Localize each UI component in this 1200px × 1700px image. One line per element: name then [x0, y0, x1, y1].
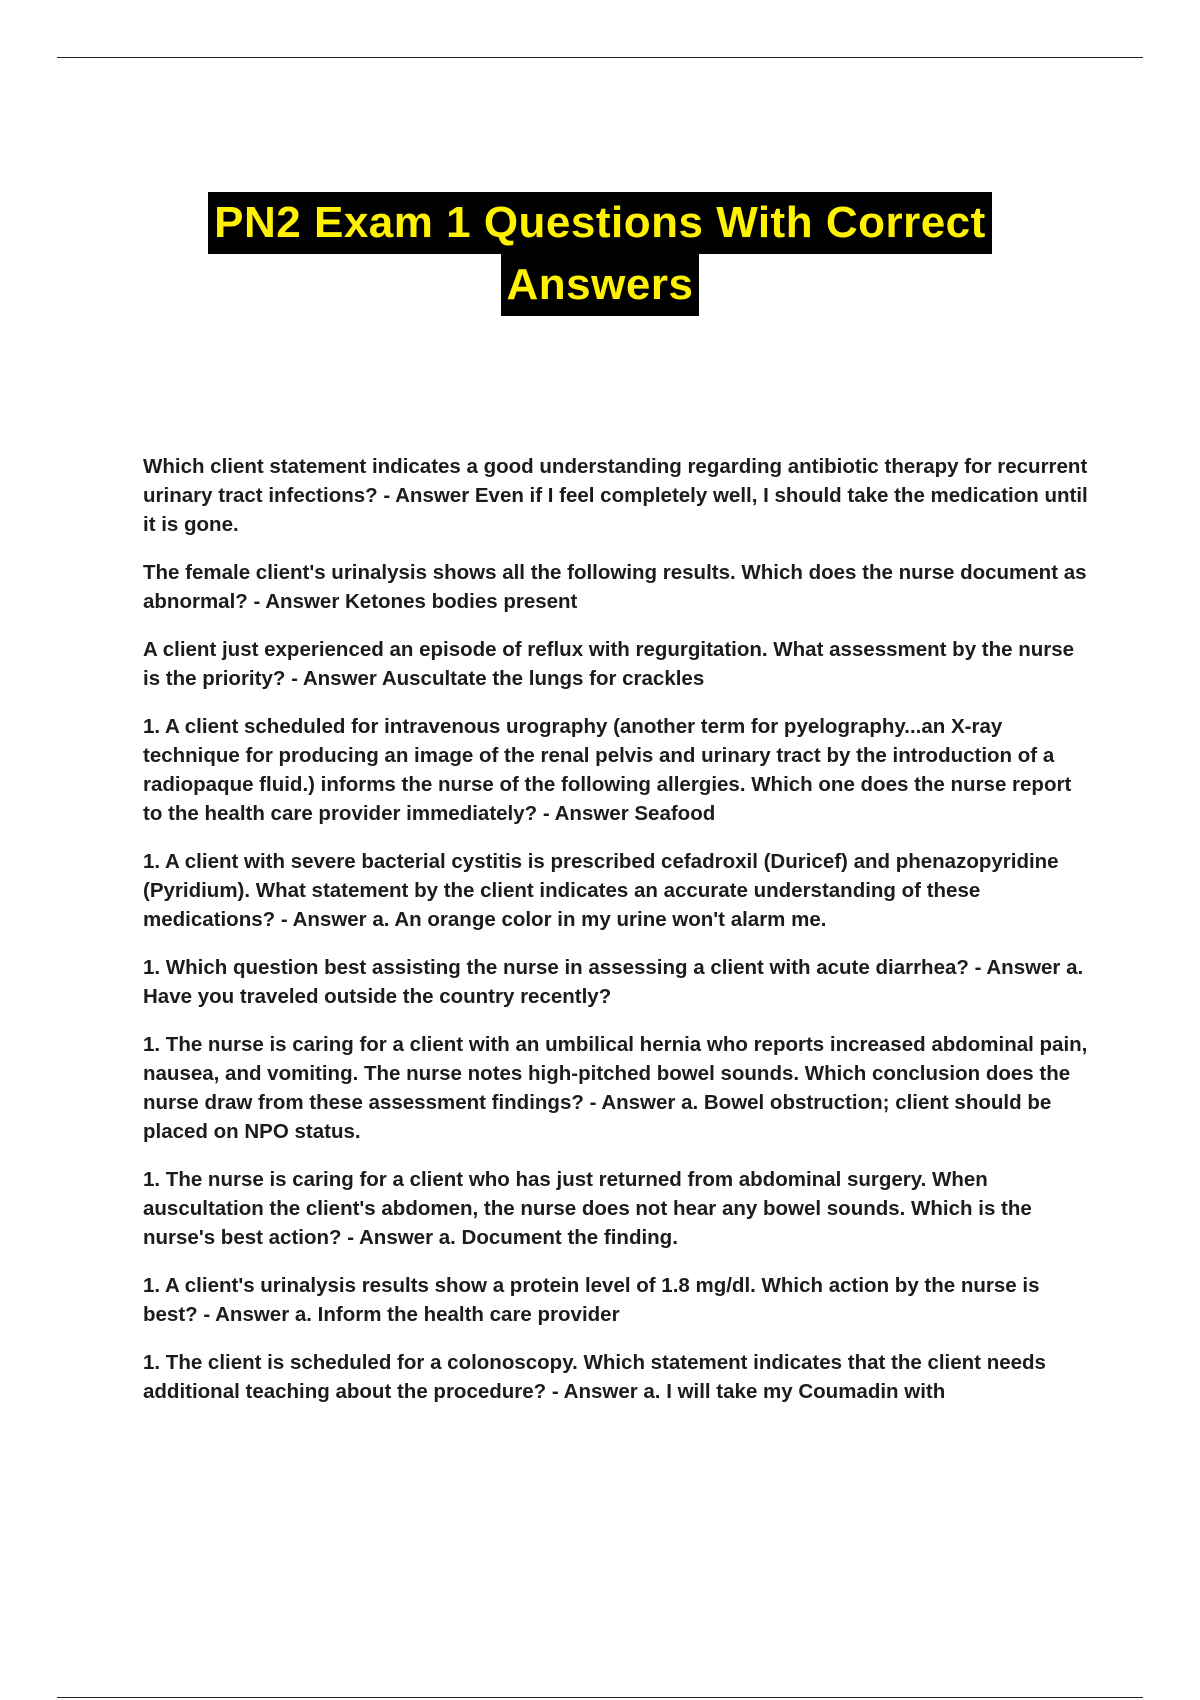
qa-item: 1. The nurse is caring for a client who has just returned from abdominal surgery. When auscultation the client's abdomen, the nurse does not hear any bowel sounds. Which is the nurse's best action? - Answer a. Document the finding.	[143, 1168, 1032, 1249]
qa-item: Which client statement indicates a good understanding regarding antibiotic therapy for recurrent urinary tract infections? - Answer Even if I feel completely well, I should take the medication until it is gone.	[143, 455, 1088, 536]
bottom-rule	[57, 1697, 1143, 1698]
qa-item: A client just experienced an episode of reflux with regurgitation. What assessment by the nurse is the priority? - Answer Auscultate the lungs for crackles	[143, 638, 1075, 690]
qa-item: 1. The client is scheduled for a colonoscopy. Which statement indicates that the client needs additional teaching about the procedure? - Answer a. I will take my Coumadin with	[143, 1351, 1046, 1403]
qa-item: 1. The nurse is caring for a client with an umbilical hernia who reports increased abdominal pain, nausea, and vomiting. The nurse notes high-pitched bowel sounds. Which conclusion does the nurse draw from these assessment findings? - Answer a. Bowel obstruction; client should be placed on NPO status.	[143, 1033, 1088, 1143]
qa-item: 1. A client with severe bacterial cystitis is prescribed cefadroxil (Duricef) and phenazopyridine (Pyridium). What statement by the client indicates an accurate understanding of these medications? - Answer a. An orange color in my urine won't alarm me.	[143, 850, 1059, 931]
top-rule	[57, 57, 1143, 58]
qa-item: The female client's urinalysis shows all the following results. Which does the nurse document as abnormal? - Answer Ketones bodies present	[143, 561, 1087, 613]
document-title	[0, 192, 1200, 316]
qa-item: 1. Which question best assisting the nurse in assessing a client with acute diarrhea? - Answer a. Have you traveled outside the country recently?	[143, 956, 1084, 1008]
title-line-2: Answers	[501, 254, 700, 316]
qa-item: 1. A client's urinalysis results show a protein level of 1.8 mg/dl. Which action by the nurse is best? - Answer a. Inform the health care provider	[143, 1274, 1040, 1326]
question-answer-list	[143, 452, 1093, 1425]
qa-item: 1. A client scheduled for intravenous urography (another term for pyelography...an X-ray technique for producing an image of the renal pelvis and urinary tract by the introduction of a radiopaque fluid.) informs the nurse of the following allergies. Which one does the nurse report to the health care provider immediately? - Answer Seafood	[143, 715, 1072, 825]
title-line-1: PN2 Exam 1 Questions With Correct	[208, 192, 992, 254]
